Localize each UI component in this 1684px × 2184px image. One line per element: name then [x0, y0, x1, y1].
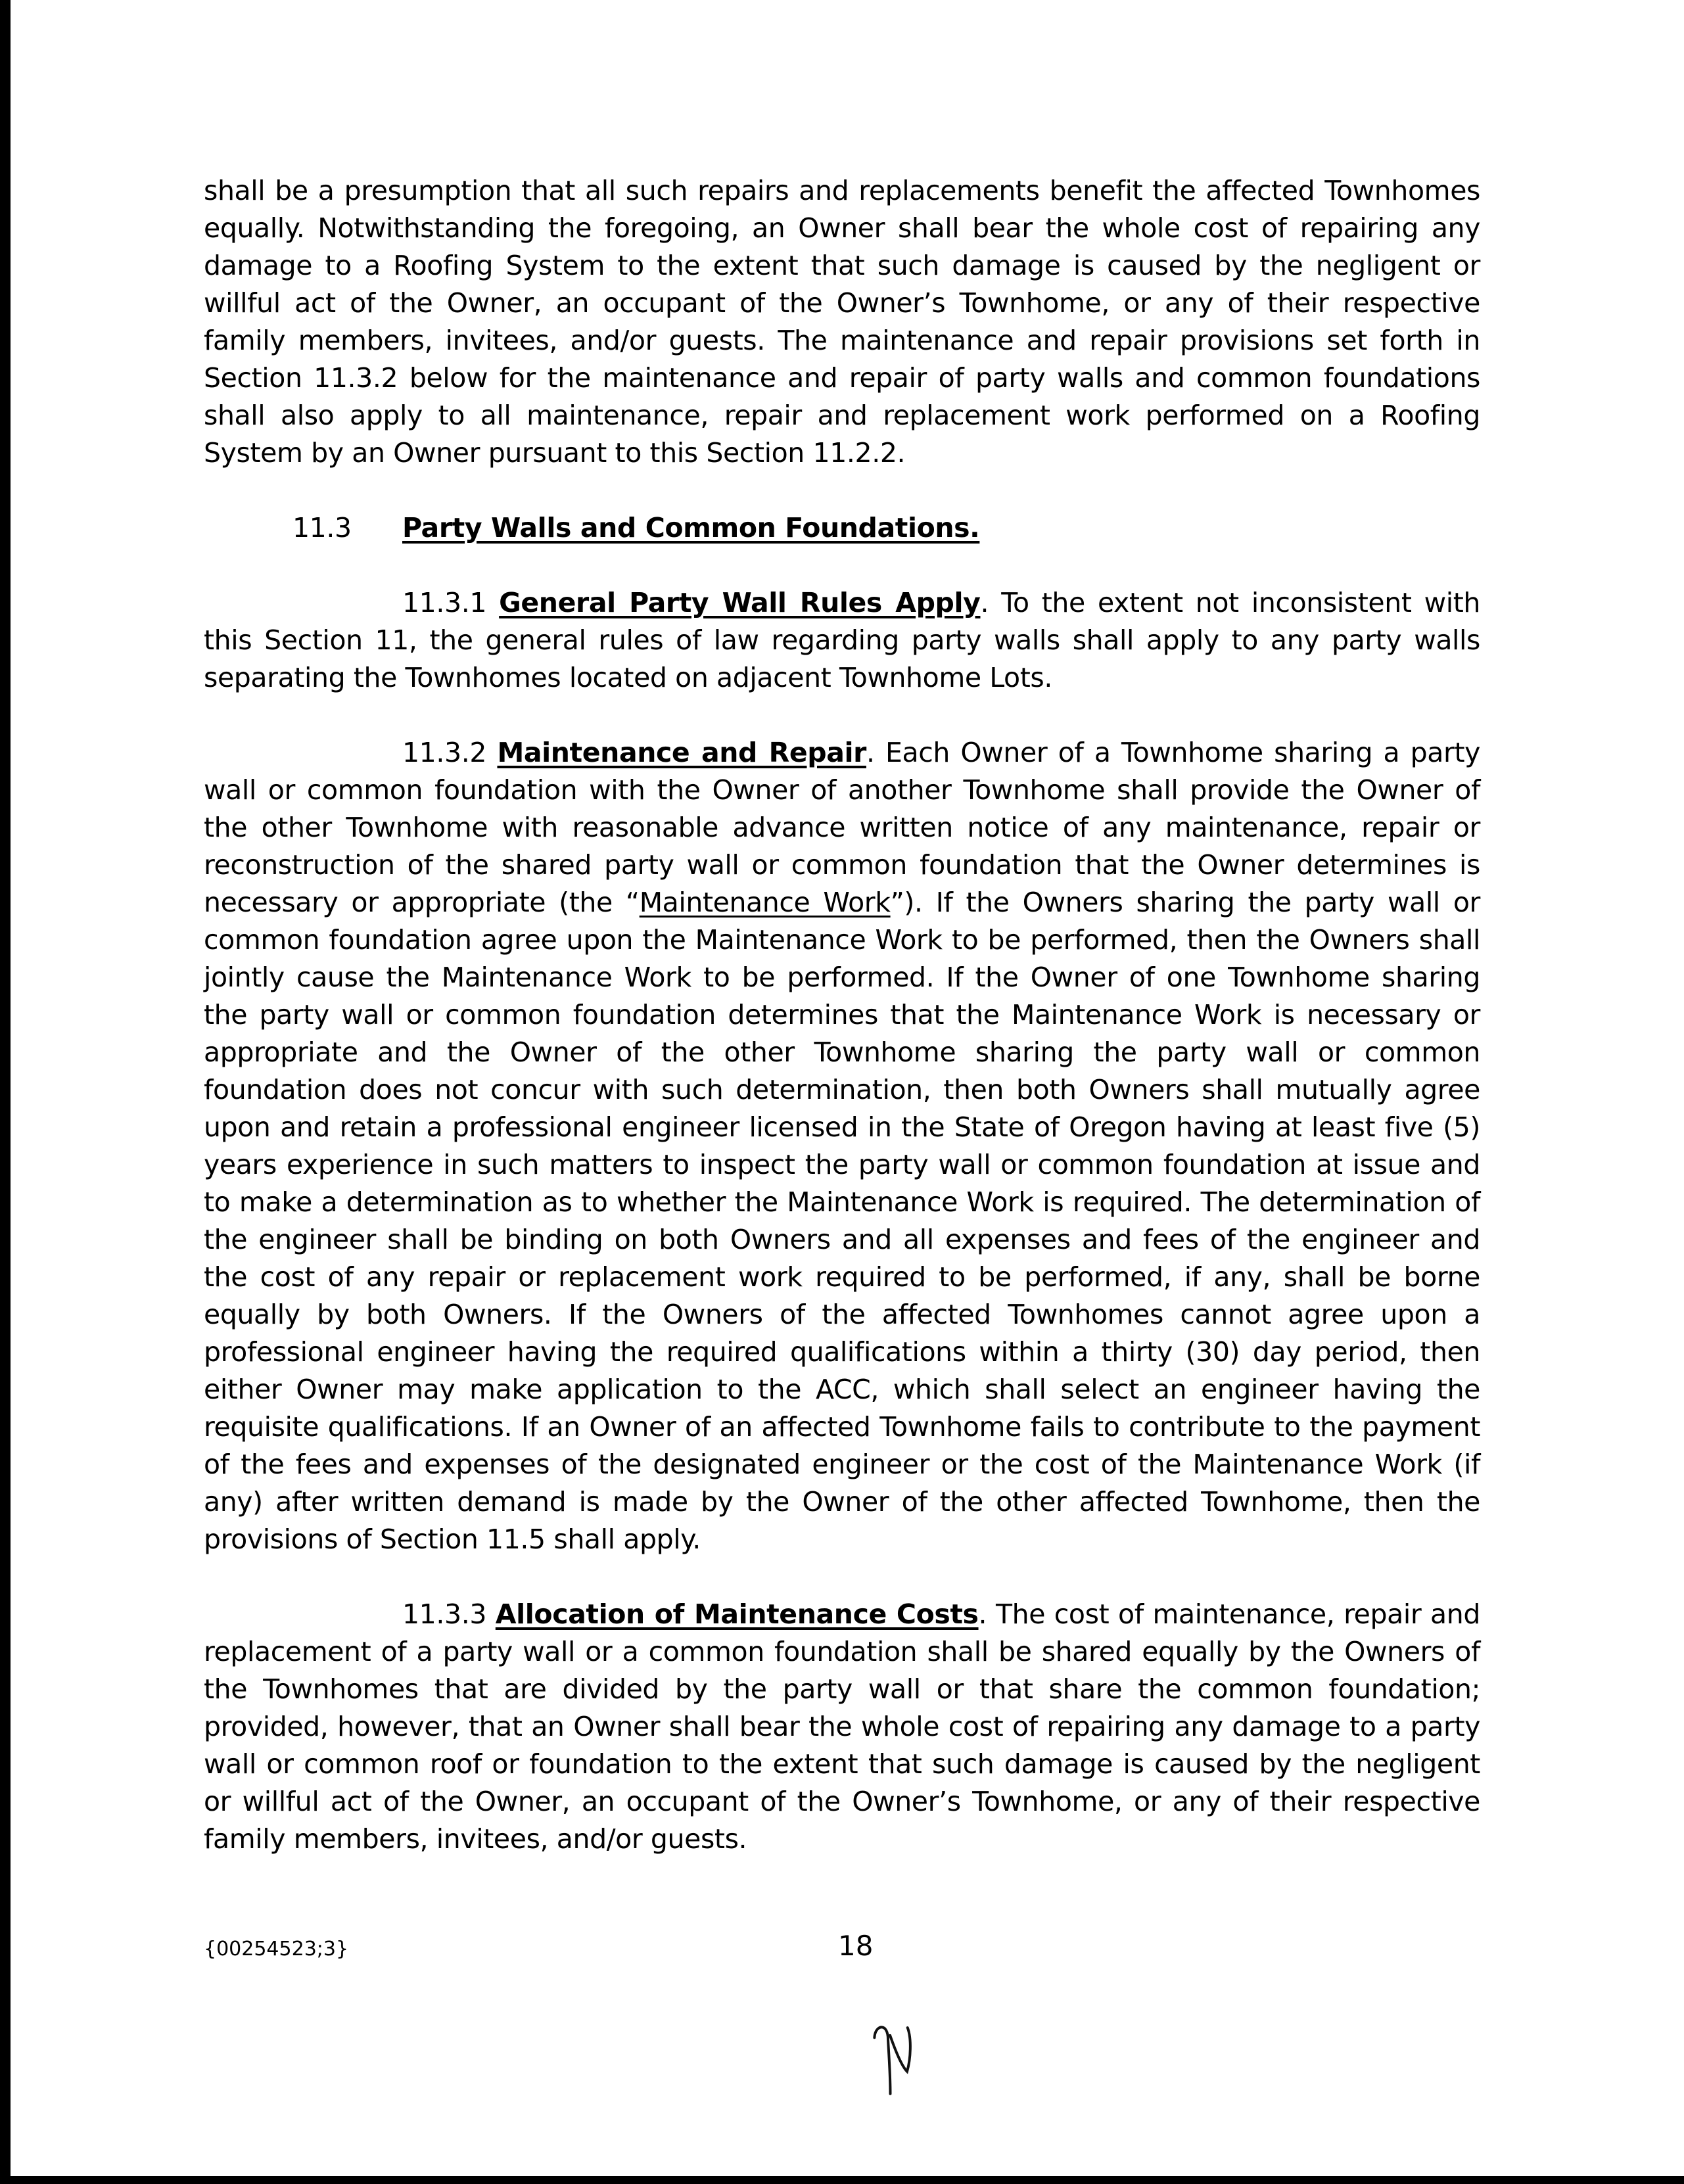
spacer [875, 737, 885, 768]
handwritten-initials-icon [865, 2010, 935, 2103]
subsection-body-part1: Each Owner of a Townhome sharing a party wall or common foundation with the Owner of another Townhome shall provide the Owner of the other Townhome with reasonable advance written notice of any maintenance, repair or reconstruction of the shared party wall or common foundation that the Owner determines is necessary or appropriate (the “ [204, 737, 1480, 918]
section-number: 11.3 [292, 512, 352, 544]
page-number: 18 [838, 1930, 874, 1962]
continuation-paragraph: shall be a presumption that all such repairs and replacements benefit the affected Townhomes equally. Notwithstanding the foregoing, an Owner shall bear the whole cost of repairing any damage to a Roofing System to the extent that such damage is caused by the negligent or willful act of the Owner, an occupant of the Owner’s Townhome, or any of their respective family members, invitees, and/or guests. The maintenance and repair provisions set forth in Section 11.3.2 below for the maintenance and repair of party walls and common foundations shall also apply to all maintenance, repair and replacement work performed on a Roofing System by an Owner pursuant to this Section 11.2.2. [204, 175, 1480, 469]
spacer [486, 737, 497, 768]
spacer [989, 587, 1001, 618]
subsection-title: General Party Wall Rules Apply [499, 587, 981, 618]
section-title: Party Walls and Common Foundations. [402, 512, 980, 544]
spacer [987, 1598, 996, 1630]
subsection-title: Maintenance and Repair [497, 737, 866, 768]
subsection-number: 11.3.3 [402, 1598, 487, 1630]
subsection-number: 11.3.2 [402, 737, 487, 768]
handwritten-initials [865, 2010, 937, 2114]
subsection-body: To the extent not inconsistent with this Section 11, the general rules of law regarding party walls shall apply to any party walls separating the Townhomes located on adjacent Townhome Lots. [204, 587, 1481, 693]
subsection-11-3-3 [204, 1596, 1480, 1858]
scan-border-bottom [0, 2176, 1684, 2184]
spacer [486, 1598, 496, 1630]
subsection-title: Allocation of Maintenance Costs [495, 1598, 979, 1630]
subsection-number: 11.3.1 [402, 587, 487, 618]
document-id: {00254523;3} [204, 1938, 349, 1961]
subsection-body-part2: ”). If the Owners sharing the party wall or common foundation agree upon the Maintenance Work to be performed, then the Owners shall jointly cause the Maintenance Work to be performed. If the Owner of one Townhome sharing the party wall or common foundation determines that the Maintenance Work is necessary or appropriate and the Owner of the other Townhome sharing the party wall or common foundation does not concur with such determination, then both Owners shall mutually agree upon and retain a professional engineer licensed in the State of Oregon having at least five (5) years experience in such matters to inspect the party wall or common foundation at issue and to make a determination as to whether the Maintenance Work is required. The determination of the engineer shall be binding on both Owners and all expenses and fees of the engineer and the cost of any repair or replacement work required to be performed, if any, shall be borne equally by both Owners. If the Owners of the affected Townhomes cannot agree upon a professional engineer having the required qualifications within a thirty (30) day period, then either Owner may make application to the ACC, which shall select an engineer having the requisite qualifications. If an Owner of an affected Townhome fails to contribute to the payment of the fees and expenses of the designated engineer or the cost of the Maintenance Work (if any) after written demand is made by the Owner of the other affected Townhome, then the provisions of Section 11.5 shall apply. [204, 887, 1480, 1555]
period: . [866, 737, 875, 768]
defined-term-maintenance-work: Maintenance Work [639, 887, 891, 918]
subsection-11-3-2 [204, 734, 1480, 1558]
spacer [486, 587, 499, 618]
subsection-11-3-1 [204, 584, 1480, 697]
subsection-body: The cost of maintenance, repair and replacement of a party wall or a common foundation shall be shared equally by the Owners of the Townhomes that are divided by the party wall or that share the common foundation; provided, however, that an Owner shall bear the whole cost of repairing any damage to a party wall or common roof or foundation to the extent that such damage is caused by the negligent or willful act of the Owner, an occupant of the Owner’s Townhome, or any of their respective family members, invitees, and/or guests. [204, 1598, 1480, 1855]
scan-border-left [0, 0, 11, 2184]
period: . [980, 587, 989, 618]
document-page [204, 172, 1480, 1885]
period: . [978, 1598, 987, 1630]
section-heading-11-3 [204, 509, 1480, 547]
